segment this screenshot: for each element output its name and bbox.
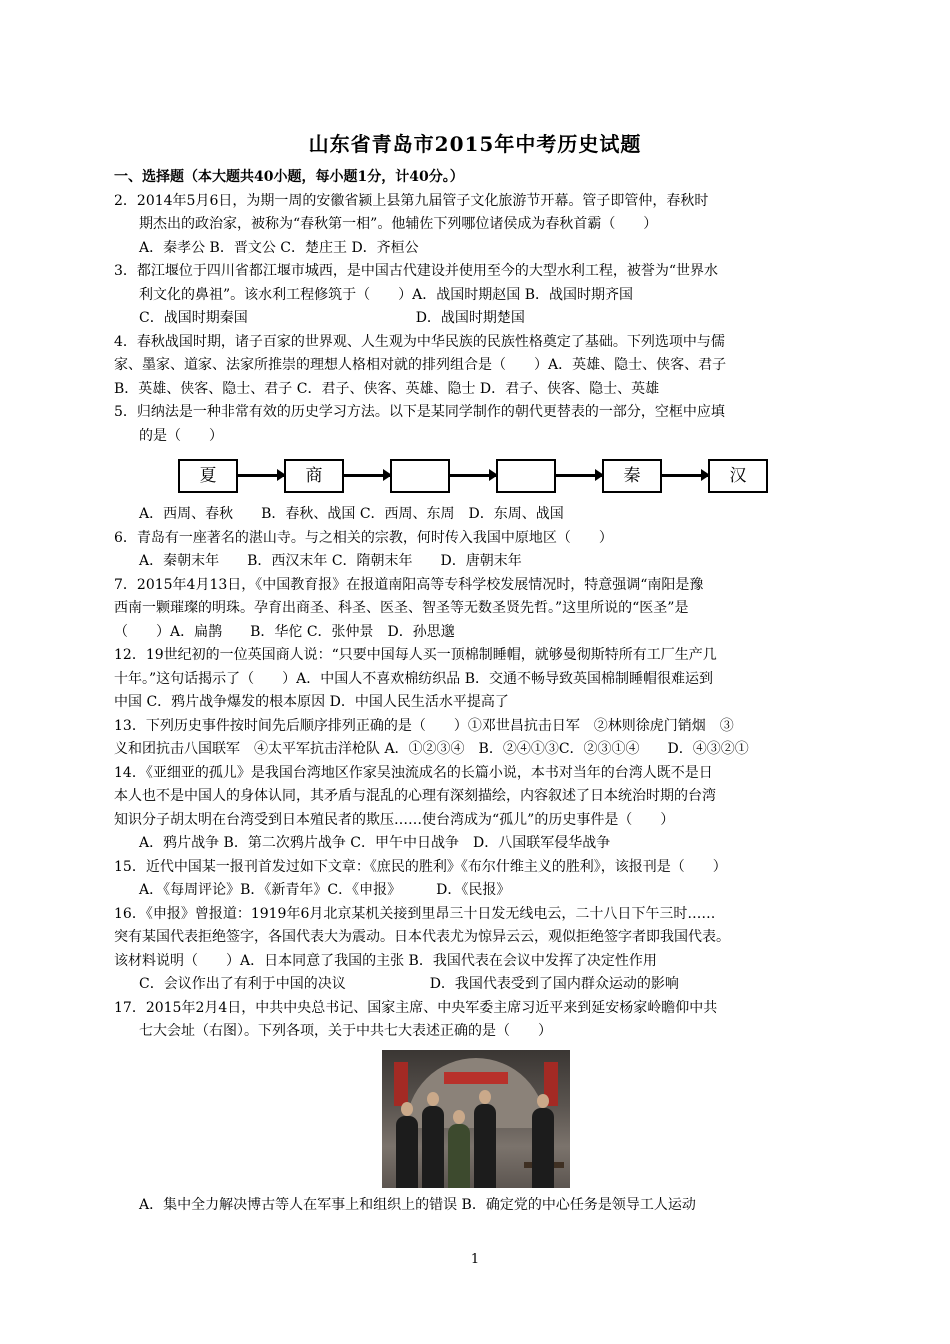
page-title: 山东省青岛市2015年中考历史试题 [308, 132, 642, 156]
question-line: 七大会址（右图）。下列各项，关于中共七大表述正确的是（ ） [139, 1023, 552, 1039]
question-line: 该材料说明（ ）A．日本同意了我国的主张 B．我国代表在会议中发挥了决定性作用 [114, 952, 657, 969]
dynasty-box-blank-1 [390, 459, 450, 493]
arrow-icon [238, 474, 284, 477]
question-line: 16．《申报》曾报道：1919年6月北京某机关接到里昂三十日发无线电云，二十八日下午三时…… [114, 905, 716, 922]
question-line: 15．近代中国某一报刊首发过如下文章：《庶民的胜利》《布尔什维主义的胜利》，该报刊是（ ） [114, 858, 727, 875]
option-line: C．战国时期秦国 D．战国时期楚国 [139, 310, 525, 326]
option-line: B．英雄、侠客、隐士、君子 C．君子、侠客、英雄、隐士 D．君子、侠客、隐士、英雄 [114, 380, 660, 397]
option-line: 中国 C．鸦片战争爆发的根本原因 D．中国人民生活水平提高了 [114, 694, 509, 710]
section-header: 一、选择题（本大题共40小题，每小题1分，计40分。） [114, 169, 464, 185]
option-line: A．秦朝末年 B．西汉末年 C．隋朝末年 D．唐朝末年 [139, 553, 522, 569]
question-line: 知识分子胡太明在台湾受到日本殖民者的欺压……使台湾成为“孤儿”的历史事件是（ ） [114, 811, 675, 828]
dynasty-box-han: 汉 [708, 459, 768, 493]
question-line: 2．2014年5月6日，为期一周的安徽省颍上县第九届管子文化旅游节开幕。管子即管仲，春秋时 [114, 192, 709, 209]
question-content [114, 166, 840, 1217]
option-line: 义和团抗击八国联军 ④太平军抗击洋枪队 A．①②③④ B．②④①③C．②③①④ D．④③②① [114, 741, 749, 757]
question-line: 利文化的鼻祖”。该水利工程修筑于（ ）A．战国时期赵国 B．战国时期齐国 [139, 286, 634, 303]
option-line: （ ）A．扁鹊 B．华佗 C．张仲景 D．孙思邈 [114, 623, 455, 640]
question-line: 十年。”这句话揭示了（ ）A．中国人不喜欢棉纺织品 B．交通不畅导致英国棉制睡帽很难运到 [114, 670, 714, 687]
question-line: 5．归纳法是一种非常有效的历史学习方法。以下是某同学制作的朝代更替表的一部分，空框中应填 [114, 404, 725, 420]
arrow-icon [662, 474, 708, 477]
dynasty-box-xia: 夏 [178, 459, 238, 493]
question-line: 期杰出的政治家，被称为“春秋第一相”。他辅佐下列哪位诸侯成为春秋首霸（ ） [139, 216, 658, 232]
question-line: 3．都江堰位于四川省都江堰市城西，是中国古代建设并使用至今的大型水利工程，被誉为“世界水 [114, 263, 719, 279]
question-line: 13．下列历史事件按时间先后顺序排列正确的是（ ）①邓世昌抗击日军 ②林则徐虎门销烟 ③ [114, 717, 734, 734]
question-line: 12．19世纪初的一位英国商人说：“只要中国每人买一顶棉制睡帽，就够曼彻斯特所有工厂生产几 [114, 647, 717, 663]
option-line: A．西周、春秋 B．春秋、战国 C．西周、东周 D．东周、战国 [139, 506, 564, 522]
option-line: A．鸦片战争 B．第二次鸦片战争 C．甲午中日战争 D．八国联军侵华战争 [139, 835, 611, 851]
question-line: 本人也不是中国人的身体认同，其矛盾与混乱的心理有深刻描绘，内容叙述了日本统治时期的台湾 [114, 788, 716, 804]
option-line: A．《每周评论》B．《新青年》C．《申报》 D．《民报》 [139, 882, 511, 898]
question-line: 17．2015年2月4日，中共中央总书记、国家主席、中央军委主席习近平来到延安杨家岭瞻仰中共 [114, 999, 718, 1016]
arrow-icon [556, 474, 602, 477]
question-line: 4．春秋战国时期，诸子百家的世界观、人生观为中华民族的民族性格奠定了基础。下列选项中与儒 [114, 333, 725, 350]
question-line: 的是（ ） [139, 427, 223, 444]
dynasty-box-blank-2 [496, 459, 556, 493]
dynasty-box-qin: 秦 [602, 459, 662, 493]
arrow-icon [344, 474, 390, 477]
dynasty-box-shang: 商 [284, 459, 344, 493]
page-number: 1 [470, 1252, 480, 1267]
arrow-icon [450, 474, 496, 477]
question-line: 突有某国代表拒绝签字，各国代表大为震动。日本代表尤为惊异云云，观似拒绝签字者即我国代表。 [114, 929, 730, 945]
option-line: C．会议作出了有利于中国的决议 D．我国代表受到了国内群众运动的影响 [139, 976, 679, 992]
question-line: 7．2015年4月13日，《中国教育报》在报道南阳高等专科学校发展情况时，特意强调“南阳是豫 [114, 576, 704, 593]
question-line: 14．《亚细亚的孤儿》是我国台湾地区作家吴浊流成名的长篇小说，本书对当年的台湾人既不是日 [114, 764, 713, 781]
option-line: A．集中全力解决博古等人在军事上和组织上的错误 B．确定党的中心任务是领导工人运动 [139, 1196, 696, 1213]
option-line: A．秦孝公 B．晋文公 C．楚庄王 D．齐桓公 [139, 239, 419, 256]
question-line: 6．青岛有一座著名的湛山寺。与之相关的宗教，何时传入我国中原地区（ ） [114, 529, 613, 546]
meeting-site-photo [382, 1050, 570, 1188]
question-line: 西南一颗璀璨的明珠。孕育出商圣、科圣、医圣、智圣等无数圣贤先哲。”这里所说的“医圣”是 [114, 600, 689, 616]
dynasty-flow-diagram [114, 455, 840, 499]
question-line: 家、墨家、道家、法家所推崇的理想人格相对就的排列组合是（ ）A．英雄、隐士、侠客、君子 [114, 357, 727, 373]
